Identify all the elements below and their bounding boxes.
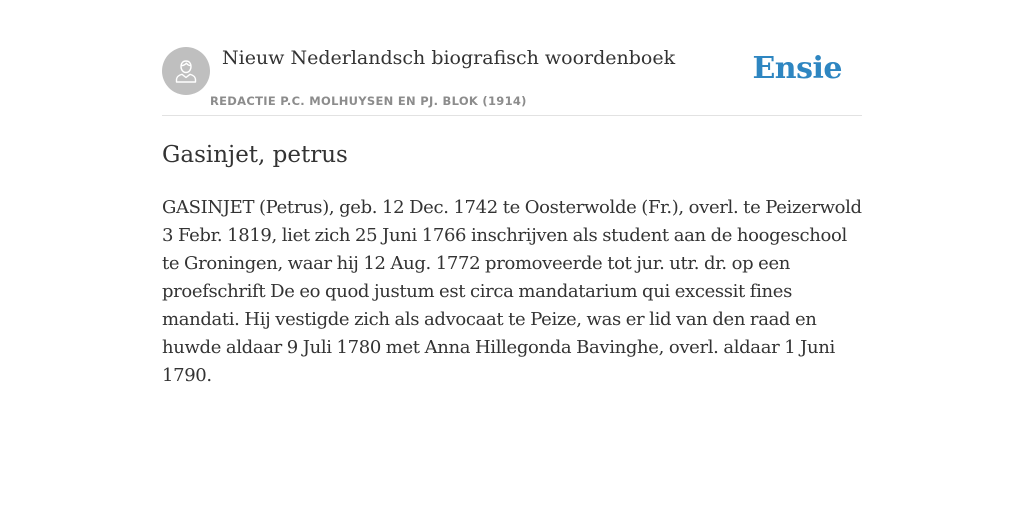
user-icon	[171, 56, 201, 86]
content-container	[162, 0, 862, 390]
source-subtitle: REDACTIE P.C. MOLHUYSEN EN PJ. BLOK (1914)	[210, 94, 527, 108]
article-body: GASINJET (Petrus), geb. 12 Dec. 1742 te Oosterwolde (Fr.), overl. te Peizerwold 3 Febr. 1819, liet zich 25 Juni 1766 inschrijven als student aan de hoogeschool te Groningen, waar hij 12 Aug. 1772 promoveerde tot jur. utr. dr. op een proefschrift De eo quod justum est circa mandatarium qui excessit fines mandati. Hij vestigde zich als advocaat te Peize, was er lid van den raad en huwde aldaar 9 Juli 1780 met Anna Hillegonda Bavinghe, overl. aldaar 1 Juni 1790.	[162, 197, 862, 386]
source-title[interactable]: Nieuw Nederlandsch biografisch woordenboek	[222, 47, 676, 69]
avatar[interactable]	[162, 47, 210, 95]
source-header	[162, 0, 862, 116]
ensie-logo[interactable]: Ensie	[752, 51, 842, 86]
article-title: Gasinjet, petrus	[162, 142, 348, 168]
